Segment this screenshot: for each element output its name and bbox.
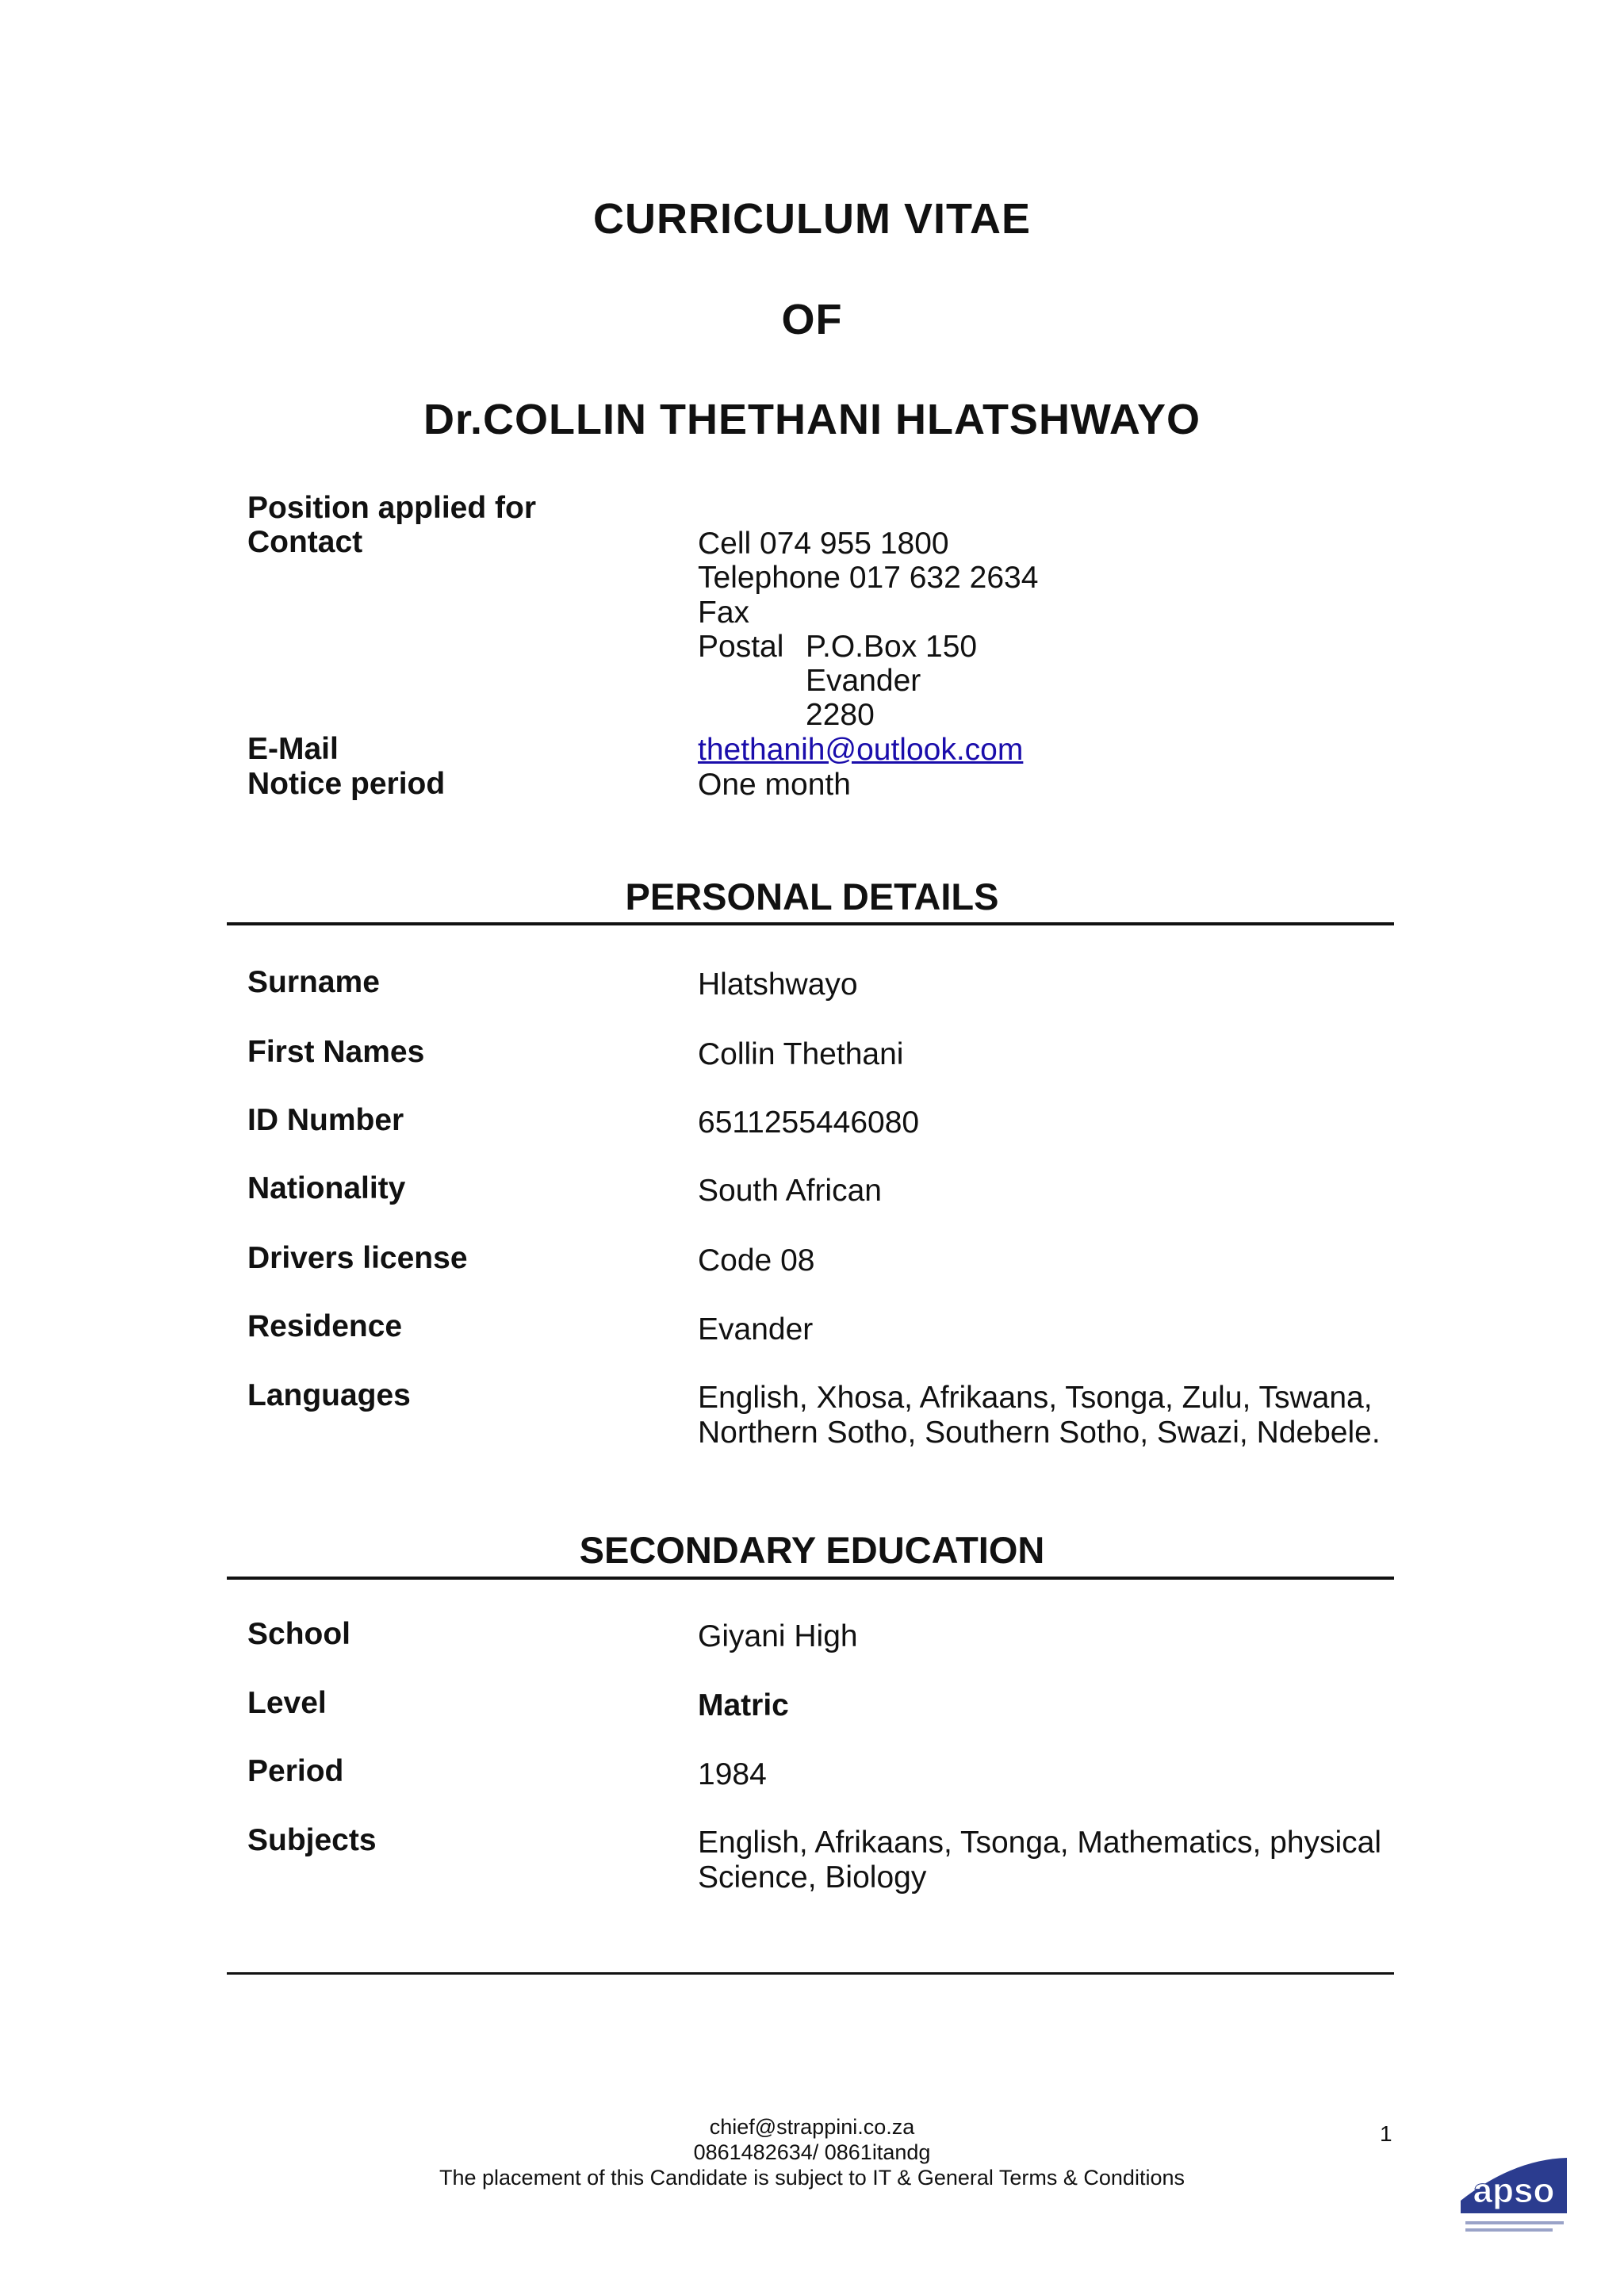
footer-email: chief@strappini.co.za	[709, 2115, 915, 2139]
residence-value: Evander	[698, 1312, 814, 1347]
cv-title: CURRICULUM VITAE	[593, 195, 1031, 243]
drivers-license-value: Code 08	[698, 1243, 815, 1278]
period-label: Period	[247, 1754, 344, 1788]
subjects-value-line-1: English, Afrikaans, Tsonga, Mathematics, physical	[698, 1826, 1382, 1860]
id-number-label: ID Number	[247, 1103, 404, 1137]
section-divider	[227, 1577, 1394, 1580]
contact-label: Contact	[247, 525, 363, 559]
page-end-divider	[227, 1972, 1394, 1975]
email-link-text[interactable]: thethanih@outlook.com	[698, 733, 1024, 767]
nationality-value: South African	[698, 1174, 882, 1208]
postal-line-3: 2280	[806, 698, 875, 732]
notice-period-label: Notice period	[247, 767, 446, 801]
id-number-value: 6511255446080	[698, 1105, 920, 1140]
school-value: Giyani High	[698, 1619, 858, 1653]
languages-value-line-1: English, Xhosa, Afrikaans, Tsonga, Zulu, Tswana,	[698, 1381, 1373, 1415]
page-number: 1	[1380, 2121, 1392, 2146]
footer-phone: 0861482634/ 0861itandg	[693, 2140, 931, 2164]
first-names-value: Collin Thethani	[698, 1037, 904, 1071]
subjects-value-line-2: Science, Biology	[698, 1860, 927, 1895]
section-divider	[227, 922, 1394, 925]
nationality-label: Nationality	[247, 1171, 406, 1205]
languages-value-line-2: Northern Sotho, Southern Sotho, Swazi, Ndebele.	[698, 1416, 1381, 1450]
level-label: Level	[247, 1686, 327, 1720]
notice-period-value: One month	[698, 768, 851, 802]
surname-label: Surname	[247, 965, 380, 999]
subjects-label: Subjects	[247, 1823, 377, 1857]
personal-details-heading: PERSONAL DETAILS	[625, 875, 999, 918]
period-value: 1984	[698, 1757, 767, 1791]
postal-line-1: P.O.Box 150	[806, 630, 978, 664]
telephone-number: Telephone 017 632 2634	[698, 561, 1039, 595]
apso-logo	[1457, 2153, 1572, 2240]
email-link[interactable]	[698, 733, 1023, 768]
position-applied-label: Position applied for	[247, 491, 537, 525]
candidate-name: Dr.COLLIN THETHANI HLATSHWAYO	[423, 396, 1201, 443]
school-label: School	[247, 1617, 351, 1651]
level-value: Matric	[698, 1688, 789, 1722]
surname-value: Hlatshwayo	[698, 967, 858, 1002]
cell-number: Cell 074 955 1800	[698, 527, 949, 561]
fax: Fax	[698, 596, 750, 630]
first-names-label: First Names	[247, 1035, 425, 1069]
postal-label: Postal	[698, 630, 784, 664]
postal-line-2: Evander	[806, 664, 921, 698]
email-label: E-Mail	[247, 732, 339, 766]
footer-terms: The placement of this Candidate is subject to IT & General Terms & Conditions	[439, 2166, 1185, 2190]
residence-label: Residence	[247, 1309, 403, 1343]
cv-title-of: OF	[781, 296, 843, 343]
secondary-education-heading: SECONDARY EDUCATION	[579, 1529, 1045, 1571]
languages-label: Languages	[247, 1378, 411, 1412]
logo-text: apso	[1473, 2171, 1555, 2210]
drivers-license-label: Drivers license	[247, 1241, 468, 1275]
